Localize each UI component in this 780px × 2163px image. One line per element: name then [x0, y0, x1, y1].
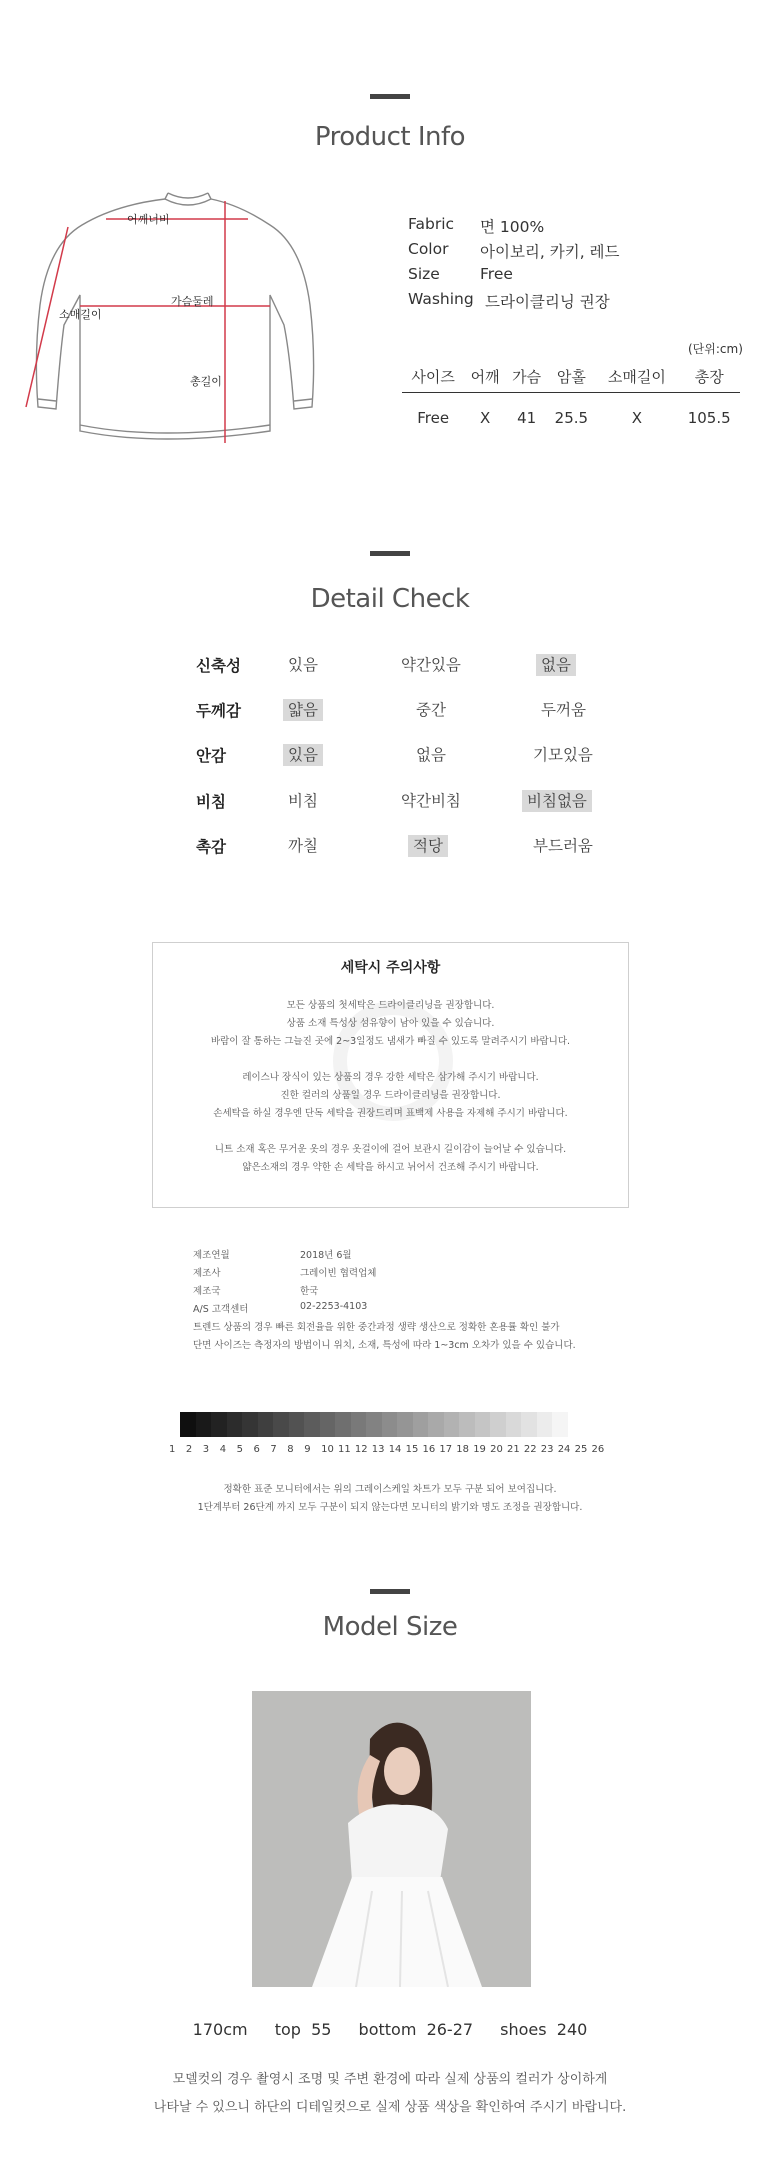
unit-note: (단위:cm) [688, 342, 743, 356]
grayscale-number: 19 [473, 1444, 486, 1455]
detail-label: 안감 [196, 747, 226, 765]
table-header-cell: 가슴 [506, 360, 548, 393]
grayscale-number: 24 [557, 1444, 571, 1455]
grayscale-number: 16 [422, 1444, 436, 1455]
grayscale-number: 13 [371, 1444, 385, 1455]
table-header-cell: 총장 [678, 360, 740, 393]
detail-option-selected: 없음 [536, 654, 576, 676]
detail-option: 없음 [416, 746, 446, 764]
grayscale-swatch [227, 1412, 243, 1437]
care-line: 니트 소재 혹은 무거운 옷의 경우 옷걸이에 걸어 보관시 길이감이 늘어날 수 있습니다. [214, 1144, 567, 1155]
grayscale-swatch [180, 1412, 196, 1437]
care-line: 손세탁을 하실 경우엔 단독 세탁을 권장드리며 표백제 사용을 자제해 주시기 바랍니다. [213, 1108, 568, 1119]
detail-option-selected: 있음 [283, 744, 323, 766]
grayscale-swatch [335, 1412, 351, 1437]
table-header-cell: 사이즈 [402, 360, 464, 393]
grayscale-swatch [444, 1412, 460, 1437]
spec-key: Size [408, 265, 440, 283]
detail-option: 비침 [288, 792, 318, 810]
detail-row [0, 654, 780, 684]
grayscale-number: 9 [304, 1444, 311, 1455]
detail-option-selected: 적당 [408, 835, 448, 857]
detail-option: 약간있음 [401, 656, 461, 674]
mf-value: 2018년 6월 [300, 1250, 352, 1261]
care-line: 바람이 잘 통하는 그늘진 곳에 2~3일정도 냄새가 빠질 수 있도록 말려주시기 바랍니다. [210, 1036, 571, 1047]
model-size-title: Model Size [322, 1612, 458, 1642]
grayscale-swatch [366, 1412, 382, 1437]
mf-note: 단면 사이즈는 측정자의 방법이니 위치, 소재, 특성에 따라 1~3cm 오차가 있을 수 있습니다. [193, 1340, 576, 1351]
grayscale-swatch [351, 1412, 367, 1437]
model-height: 170cm [192, 2020, 248, 2039]
detail-option: 기모있음 [533, 746, 593, 764]
detail-row [0, 744, 780, 774]
grayscale-chart [180, 1412, 583, 1437]
spec-list [408, 215, 620, 315]
grayscale-note: 정확한 표준 모니터에서는 위의 그레이스케일 차트가 모두 구분 되어 보여집니다. [223, 1484, 557, 1495]
detail-label: 두께감 [196, 702, 241, 720]
mf-key: 제조연월 [193, 1250, 230, 1261]
grayscale-swatch [459, 1412, 475, 1437]
grayscale-swatch [382, 1412, 398, 1437]
detail-option-selected: 얇음 [283, 699, 323, 721]
grayscale-number: 20 [490, 1444, 503, 1455]
grayscale-swatch [304, 1412, 320, 1437]
detail-row [0, 790, 780, 820]
table-cell: 105.5 [687, 409, 731, 427]
mf-value: 그레이빈 협력업체 [300, 1268, 377, 1279]
care-line: 모든 상품의 첫세탁은 드라이클리닝을 권장합니다. [286, 1000, 495, 1011]
table-header-cell: 암홀 [547, 360, 595, 393]
grayscale-swatch [211, 1412, 227, 1437]
detail-row [0, 699, 780, 729]
size-table-header [402, 360, 740, 393]
care-line: 상품 소재 특성상 섬유향이 남아 있을 수 있습니다. [286, 1018, 495, 1029]
mf-key: A/S 고객센터 [193, 1304, 249, 1315]
grayscale-swatch [258, 1412, 274, 1437]
table-cell: X [631, 409, 642, 427]
model-bottom-size: bottom 26-27 [358, 2020, 474, 2039]
grayscale-number: 22 [523, 1444, 537, 1455]
grayscale-number: 26 [591, 1444, 605, 1455]
grayscale-number: 23 [540, 1444, 554, 1455]
mf-note: 트렌드 상품의 경우 빠른 회전율을 위한 중간과정 생략 생산으로 정확한 혼용률 확인 불가 [193, 1322, 560, 1333]
care-notice-box [152, 942, 629, 1208]
spec-row [408, 240, 620, 265]
detail-label: 신축성 [196, 657, 241, 675]
model-note: 나타날 수 있으니 하단의 디테일컷으로 실제 상품 색상을 확인하여 주시기 바랍니다. [153, 2100, 627, 2115]
grayscale-swatch [242, 1412, 258, 1437]
model-shoe-size: shoes 240 [500, 2020, 588, 2039]
chest-label: 가슴둘레 [171, 295, 214, 308]
mf-value: 한국 [300, 1286, 319, 1297]
sweater-diagram [20, 185, 340, 455]
detail-option: 두꺼움 [541, 701, 586, 719]
grayscale-number: 21 [507, 1444, 520, 1455]
grayscale-swatch [506, 1412, 522, 1437]
grayscale-number: 8 [287, 1444, 294, 1455]
grayscale-swatch [568, 1412, 584, 1437]
spec-value: 아이보리, 카키, 레드 [480, 243, 620, 261]
table-cell: 41 [517, 409, 537, 427]
table-cell: Free [417, 409, 450, 427]
grayscale-number: 11 [338, 1444, 351, 1455]
grayscale-number: 1 [169, 1444, 176, 1455]
grayscale-swatch [490, 1412, 506, 1437]
mf-key: 제조사 [193, 1268, 221, 1279]
grayscale-number: 25 [574, 1444, 588, 1455]
mf-value: 02-2253-4103 [300, 1301, 368, 1312]
grayscale-swatch [475, 1412, 491, 1437]
care-line: 레이스나 장식이 있는 상품의 경우 강한 세탁은 삼가해 주시기 바랍니다. [242, 1072, 539, 1083]
section-divider [370, 1589, 410, 1594]
grayscale-number: 6 [253, 1444, 260, 1455]
length-label: 총길이 [190, 375, 222, 388]
product-info-title: Product Info [314, 122, 466, 152]
grayscale-swatch [521, 1412, 537, 1437]
mf-key: 제조국 [193, 1286, 221, 1297]
model-photo [252, 1691, 531, 1987]
grayscale-swatch [552, 1412, 568, 1437]
detail-row [0, 835, 780, 865]
detail-option-selected: 비침없음 [522, 790, 592, 812]
model-top-size: top 55 [274, 2020, 332, 2039]
model-note: 모델컷의 경우 촬영시 조명 및 주변 환경에 따라 실제 상품의 컬러가 상이하게 [172, 2072, 608, 2087]
detail-option: 중간 [416, 701, 446, 719]
spec-row [408, 215, 620, 240]
care-line: 진한 컬러의 상품일 경우 드라이클리닝을 권장합니다. [280, 1090, 501, 1101]
sleeve-label: 소매길이 [59, 308, 102, 321]
grayscale-swatch [428, 1412, 444, 1437]
grayscale-number: 2 [185, 1444, 193, 1455]
spec-key: Color [408, 240, 449, 258]
size-table [402, 360, 740, 443]
grayscale-swatch [413, 1412, 429, 1437]
grayscale-number: 3 [202, 1444, 210, 1455]
spec-value: Free [480, 265, 513, 283]
care-line: 얇은소재의 경우 약한 손 세탁을 하시고 뉘어서 건조해 주시기 바랍니다. [242, 1162, 539, 1173]
detail-option: 부드러움 [533, 837, 593, 855]
detail-option: 있음 [288, 656, 318, 674]
grayscale-number: 18 [456, 1444, 470, 1455]
grayscale-number: 15 [405, 1444, 419, 1455]
shoulder-label: 어깨너비 [127, 213, 170, 226]
grayscale-number: 12 [354, 1444, 368, 1455]
grayscale-swatch [289, 1412, 305, 1437]
grayscale-number: 4 [219, 1444, 227, 1455]
grayscale-number: 7 [270, 1444, 277, 1455]
grayscale-swatch [273, 1412, 289, 1437]
spec-row [408, 265, 620, 290]
grayscale-swatch [196, 1412, 212, 1437]
grayscale-swatch [397, 1412, 413, 1437]
grayscale-swatch [320, 1412, 336, 1437]
spec-key: Fabric [408, 215, 455, 233]
grayscale-number: 14 [388, 1444, 402, 1455]
detail-label: 비침 [196, 793, 226, 811]
detail-check-title: Detail Check [310, 584, 470, 614]
detail-label: 촉감 [196, 838, 226, 856]
care-title: 세탁시 주의사항 [340, 960, 441, 976]
spec-value: 드라이클리닝 권장 [485, 293, 610, 311]
table-cell: X [479, 409, 491, 427]
detail-option: 약간비침 [401, 792, 461, 810]
section-divider [370, 94, 410, 99]
spec-value: 면 100% [480, 218, 545, 236]
spec-row [408, 290, 620, 315]
grayscale-note: 1단계부터 26단계 까지 모두 구분이 되지 않는다면 모니터의 밝기와 명도 조정을 권장합니다. [197, 1502, 583, 1513]
spec-key: Washing [408, 290, 474, 308]
model-stats [0, 2020, 780, 2039]
table-header-cell: 어깨 [464, 360, 506, 393]
table-header-cell: 소매길이 [595, 360, 678, 393]
table-cell: 25.5 [554, 409, 589, 427]
grayscale-number: 10 [321, 1444, 334, 1455]
grayscale-number: 17 [439, 1444, 453, 1455]
detail-option: 까칠 [288, 837, 318, 855]
grayscale-number: 5 [236, 1444, 243, 1455]
grayscale-swatch [537, 1412, 553, 1437]
section-divider [370, 551, 410, 556]
table-row [402, 393, 740, 444]
